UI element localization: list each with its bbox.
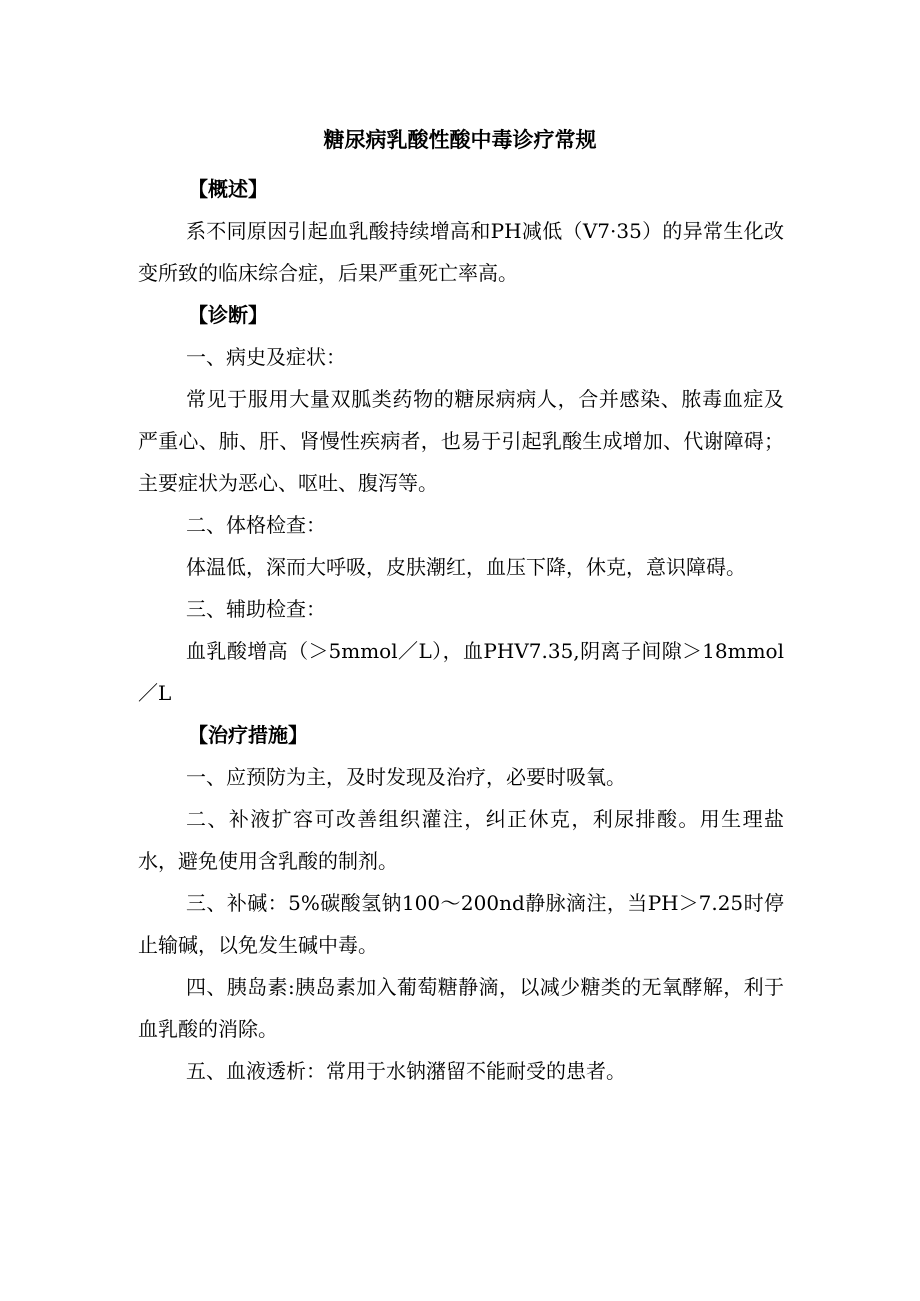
treatment-heading: 【治疗措施】 [188,723,308,747]
aux-text: 血乳酸增高（＞5mmol／L），血PHV7.35,阴离子间隙＞18mmol／L [138,639,784,705]
treatment-item-2: 二、补液扩容可改善组织灌注，纠正休克，利尿排酸。用生理盐水，避免使用含乳酸的制剂。 [138,807,784,873]
aux-title: 三、辅助检查： [186,597,326,621]
document-title: 糖尿病乳酸性酸中毒诊疗常规 [323,128,597,152]
exam-title: 二、体格检查： [186,513,326,537]
overview-heading: 【概述】 [188,177,268,201]
history-title: 一、病史及症状： [186,345,346,369]
history-text: 常见于服用大量双胍类药物的糖尿病病人，合并感染、脓毒血症及严重心、肺、肝、肾慢性疾病者，也易于引起乳酸生成增加、代谢障碍；主要症状为恶心、呕吐、腹泻等。 [138,387,784,495]
treatment-item-5: 五、血液透析：常用于水钠潴留不能耐受的患者。 [186,1059,626,1083]
overview-text: 系不同原因引起血乳酸持续增高和PH减低（V7·35）的异常生化改变所致的临床综合症，后果严重死亡率高。 [138,219,784,285]
exam-text: 体温低，深而大呼吸，皮肤潮红，血压下降，休克，意识障碍。 [186,555,746,579]
document-body [138,168,784,1092]
treatment-item-4: 四、胰岛素:胰岛素加入葡萄糖静滴，以减少糖类的无氧酵解，利于血乳酸的消除。 [138,975,784,1041]
diagnosis-heading: 【诊断】 [188,303,268,327]
treatment-item-3: 三、补碱：5%碳酸氢钠100～200nd静脉滴注，当PH＞7.25时停止输碱，以免发生碱中毒。 [138,891,784,957]
treatment-item-1: 一、应预防为主，及时发现及治疗，必要时吸氧。 [186,765,626,789]
